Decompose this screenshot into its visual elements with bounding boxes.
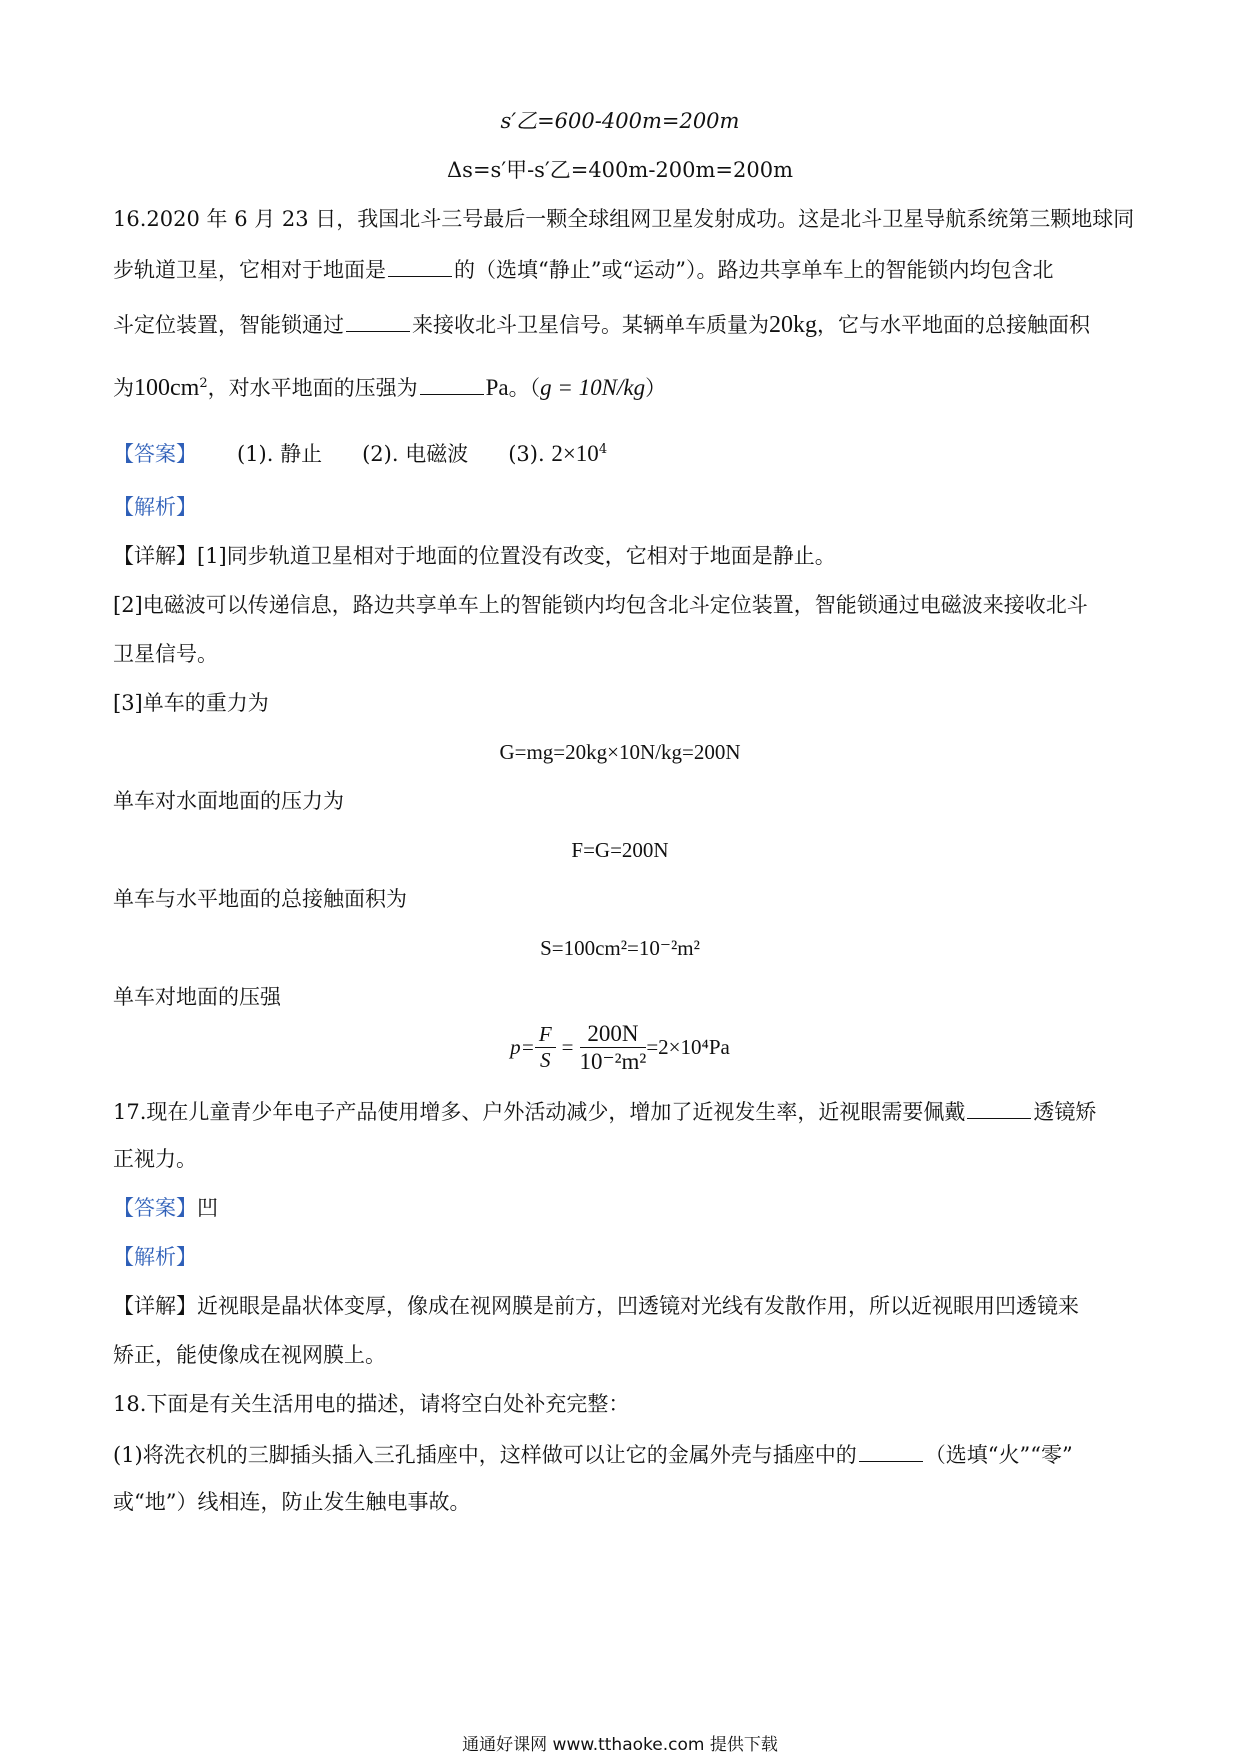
q16-line-1: 16.2020 年 6 月 23 日，我国北斗三号最后一颗全球组网卫星发射成功。这是北斗卫星导航系统第三颗地球同 [113,207,1135,231]
blank-3 [420,376,484,395]
q17-line-2: 正视力。 [113,1147,197,1171]
equation-force: F=G=200N [571,838,669,862]
fraction-f-over-s: $\frac{F}{S}$ [535,1024,556,1071]
q17-line-1: 17.现在儿童青少年电子产品使用增多、户外活动减少，增加了近视发生率，近视眼需要佩戴 透镜矫 [113,1100,1097,1124]
q16-text-force: 单车对水面地面的压力为 [113,789,344,813]
q18-line-2: (1)将洗衣机的三脚插头插入三孔插座中，这样做可以让它的金属外壳与插座中的 （选填“火”“零” [113,1443,1073,1467]
equation-pressure: p= $\frac{F}{S}$ = $\frac{200N}{\text{10⁻²m²}}$ =2×10⁴Pa [510,1021,730,1074]
q18-line-3: 或“地”）线相连，防止发生触电事故。 [113,1490,471,1514]
blank-4 [967,1100,1031,1119]
q16-line-2: 步轨道卫星，它相对于地面是 的（选填“静止”或“运动”）。路边共享单车上的智能锁内均包含北 [113,258,1054,282]
q17-detail-b: 矫正，能使像成在视网膜上。 [113,1343,386,1367]
q16-detail-2b: 卫星信号。 [113,642,218,666]
equation-delta-s: Δs=s′甲-s′乙=400m-200m=200m [447,158,793,182]
q17-detail-a: 【详解】近视眼是晶状体变厚，像成在视网膜是前方，凹透镜对光线有发散作用，所以近视眼用凹透镜来 [113,1294,1079,1318]
q17-answer: 【答案】凹 [113,1196,218,1220]
equation-gravity: G=mg=20kg×10N/kg=200N [499,740,741,764]
q16-answer: 【答案】 (1). 静止 (2). 电磁波 (3). $2\times 10^4$ [113,441,608,466]
q16-detail-2a: [2]电磁波可以传递信息，路边共享单车上的智能锁内均包含北斗定位装置，智能锁通过电磁波来接收北斗 [113,593,1088,617]
equation-s-yi: s′乙=600-400m=200m [500,109,740,133]
q16-text-area: 单车与水平地面的总接触面积为 [113,887,407,911]
blank-2 [346,313,410,332]
q16-text-pressure: 单车对地面的压强 [113,985,281,1009]
q17-analysis-tag: 【解析】 [113,1245,197,1269]
fraction-values: $\frac{200N}{\text{10⁻²m²}}$ [579,1021,647,1074]
blank-5 [859,1443,923,1462]
q16-detail-1: 【详解】[1]同步轨道卫星相对于地面的位置没有改变，它相对于地面是静止。 [113,544,836,568]
page-footer: 通通好课网 www.tthaoke.com 提供下载 [462,1735,778,1755]
q16-line-4: 为$100cm^2$，对水平地面的压强为 Pa。（g = 10N/kg） [113,375,667,401]
q16-line-3: 斗定位装置，智能锁通过 来接收北斗卫星信号。某辆单车质量为20kg，它与水平地面的总接触面积 [113,312,1090,338]
q16-analysis-tag: 【解析】 [113,495,197,519]
blank-1 [388,258,452,277]
q18-line-1: 18.下面是有关生活用电的描述，请将空白处补充完整： [113,1392,630,1416]
q16-detail-3: [3]单车的重力为 [113,691,269,715]
equation-area: S=100cm²=10⁻²m² [540,936,700,960]
